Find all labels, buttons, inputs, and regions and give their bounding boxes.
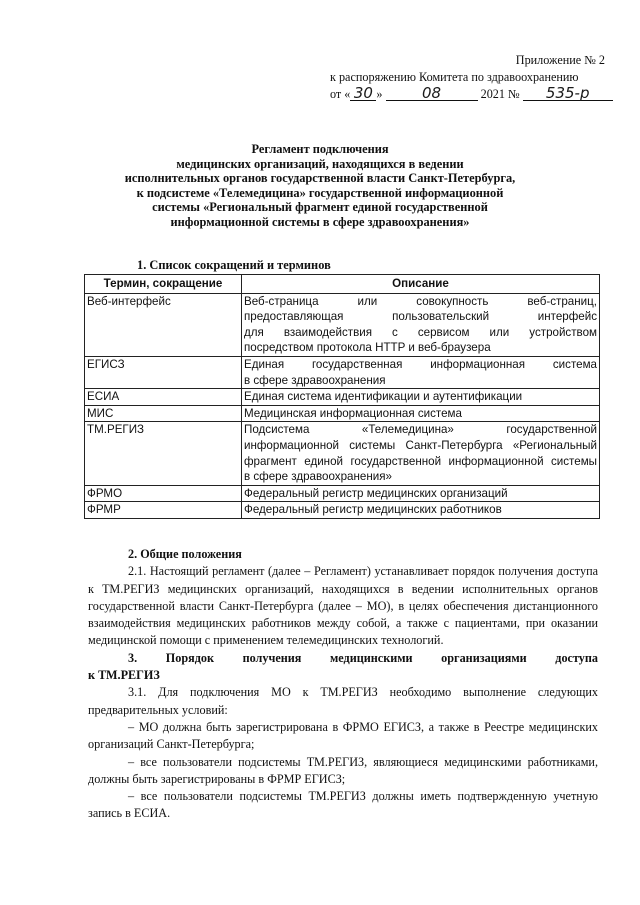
description-line: в сфере здравоохранения» bbox=[244, 470, 392, 484]
section-3-heading-continued: к ТМ.РЕГИЗ bbox=[88, 668, 160, 683]
table-row bbox=[85, 405, 600, 422]
title-line: информационной системы в сфере здравоохранения» bbox=[170, 214, 470, 229]
column-header-description: Описание bbox=[242, 275, 600, 294]
table-row bbox=[85, 485, 600, 502]
title-line: медицинских организаций, находящихся в ведении bbox=[176, 156, 464, 171]
description-line: Федеральный регистр медицинских организаций bbox=[244, 486, 508, 500]
description-cell bbox=[242, 293, 600, 356]
term-cell: ФРМР bbox=[85, 502, 242, 519]
title-line: системы «Региональный фрагмент единой государственной bbox=[152, 200, 488, 215]
table-row bbox=[85, 502, 600, 519]
description-line: фрагмент единой государственной информационной системы bbox=[244, 454, 597, 468]
description-line: посредством протокола HTTP и веб-браузера bbox=[244, 341, 491, 355]
term-cell: ЕСИА bbox=[85, 389, 242, 406]
appendix-order-reference: к распоряжению Комитета по здравоохранению bbox=[330, 70, 579, 84]
table-row bbox=[85, 422, 600, 485]
table-header-row bbox=[85, 275, 600, 294]
description-line: информационной системы Санкт-Петербурга «Региональный bbox=[244, 438, 597, 452]
list-item: – все пользователи подсистемы ТМ.РЕГИЗ должны иметь подтвержденную учетную запись в ЕСИА. bbox=[88, 789, 598, 821]
title-line: Регламент подключения bbox=[251, 142, 389, 156]
term-cell: ЕГИСЗ bbox=[85, 356, 242, 388]
section-1-heading: 1. Список сокращений и терминов bbox=[137, 258, 331, 272]
title-line: к подсистеме «Телемедицина» государственной информационной bbox=[136, 185, 504, 200]
term-cell: Веб-интерфейс bbox=[85, 293, 242, 356]
description-cell bbox=[242, 502, 600, 519]
description-line: Медицинская информационная система bbox=[244, 406, 462, 420]
paragraph-3-1: 3.1. Для подключения МО к ТМ.РЕГИЗ необходимо выполнение следующих предварительных условий: bbox=[88, 685, 598, 717]
description-line: в сфере здравоохранения bbox=[244, 373, 386, 387]
column-header-term: Термин, сокращение bbox=[85, 275, 242, 294]
order-number: 535-р bbox=[523, 86, 613, 101]
date-year-number-label: 2021 № bbox=[480, 87, 520, 101]
description-line: Федеральный регистр медицинских работников bbox=[244, 503, 502, 517]
appendix-date-line bbox=[330, 86, 605, 103]
description-cell bbox=[242, 405, 600, 422]
list-item: – все пользователи подсистемы ТМ.РЕГИЗ, являющиеся медицинскими работниками, должны быть зарегистрированы в ФРМР ЕГИСЗ; bbox=[88, 754, 598, 786]
appendix-number: Приложение № 2 bbox=[515, 53, 605, 67]
table-row bbox=[85, 389, 600, 406]
description-cell bbox=[242, 422, 600, 485]
table-row bbox=[85, 356, 600, 388]
paragraph-2-1: 2.1. Настоящий регламент (далее – Регламент) устанавливает порядок получения доступа к ТМ.РЕГИЗ медицинских организаций, находящихся в ведении исполнительных органов государственной власти Санкт-Петербурга (далее – МО), в целях обеспечения дистанционного взаимодействия медицинских работников между собой, а также с пациентами, при оказании медицинской помощи с применением телемедицинских технологий. bbox=[88, 564, 598, 648]
description-cell bbox=[242, 356, 600, 388]
appendix-block bbox=[330, 52, 605, 103]
document-body bbox=[88, 546, 598, 823]
date-month: 08 bbox=[386, 86, 478, 101]
title-line: исполнительных органов государственной власти Санкт-Петербурга, bbox=[124, 171, 516, 186]
table-row bbox=[85, 293, 600, 356]
description-cell bbox=[242, 485, 600, 502]
list-item: – МО должна быть зарегистрирована в ФРМО ЕГИСЗ, а также в Реестре медицинских организаций Санкт-Петербурга; bbox=[88, 719, 598, 752]
abbreviations-table bbox=[84, 274, 600, 519]
description-line: Подсистема «Телемедицина» государственной bbox=[244, 423, 597, 437]
section-2-heading: 2. Общие положения bbox=[128, 547, 242, 561]
description-line: Единая система идентификации и аутентификации bbox=[244, 390, 523, 404]
date-prefix: от « bbox=[330, 87, 351, 101]
description-line: предоставляющая пользовательский интерфейс bbox=[244, 310, 597, 324]
document-title bbox=[120, 142, 520, 230]
term-cell: ФРМО bbox=[85, 485, 242, 502]
description-cell bbox=[242, 389, 600, 406]
date-quote-close: » bbox=[376, 87, 383, 101]
description-line: Веб-страница или совокупность веб-страниц, bbox=[244, 294, 597, 308]
description-line: для взаимодействия с сервисом или устройством bbox=[244, 325, 597, 339]
date-day: 30 bbox=[350, 86, 376, 101]
term-cell: МИС bbox=[85, 405, 242, 422]
section-3-heading: 3. Порядок получения медицинскими организациями доступа bbox=[128, 650, 598, 665]
description-line: Единая государственная информационная система bbox=[244, 357, 597, 371]
term-cell: ТМ.РЕГИЗ bbox=[85, 422, 242, 485]
